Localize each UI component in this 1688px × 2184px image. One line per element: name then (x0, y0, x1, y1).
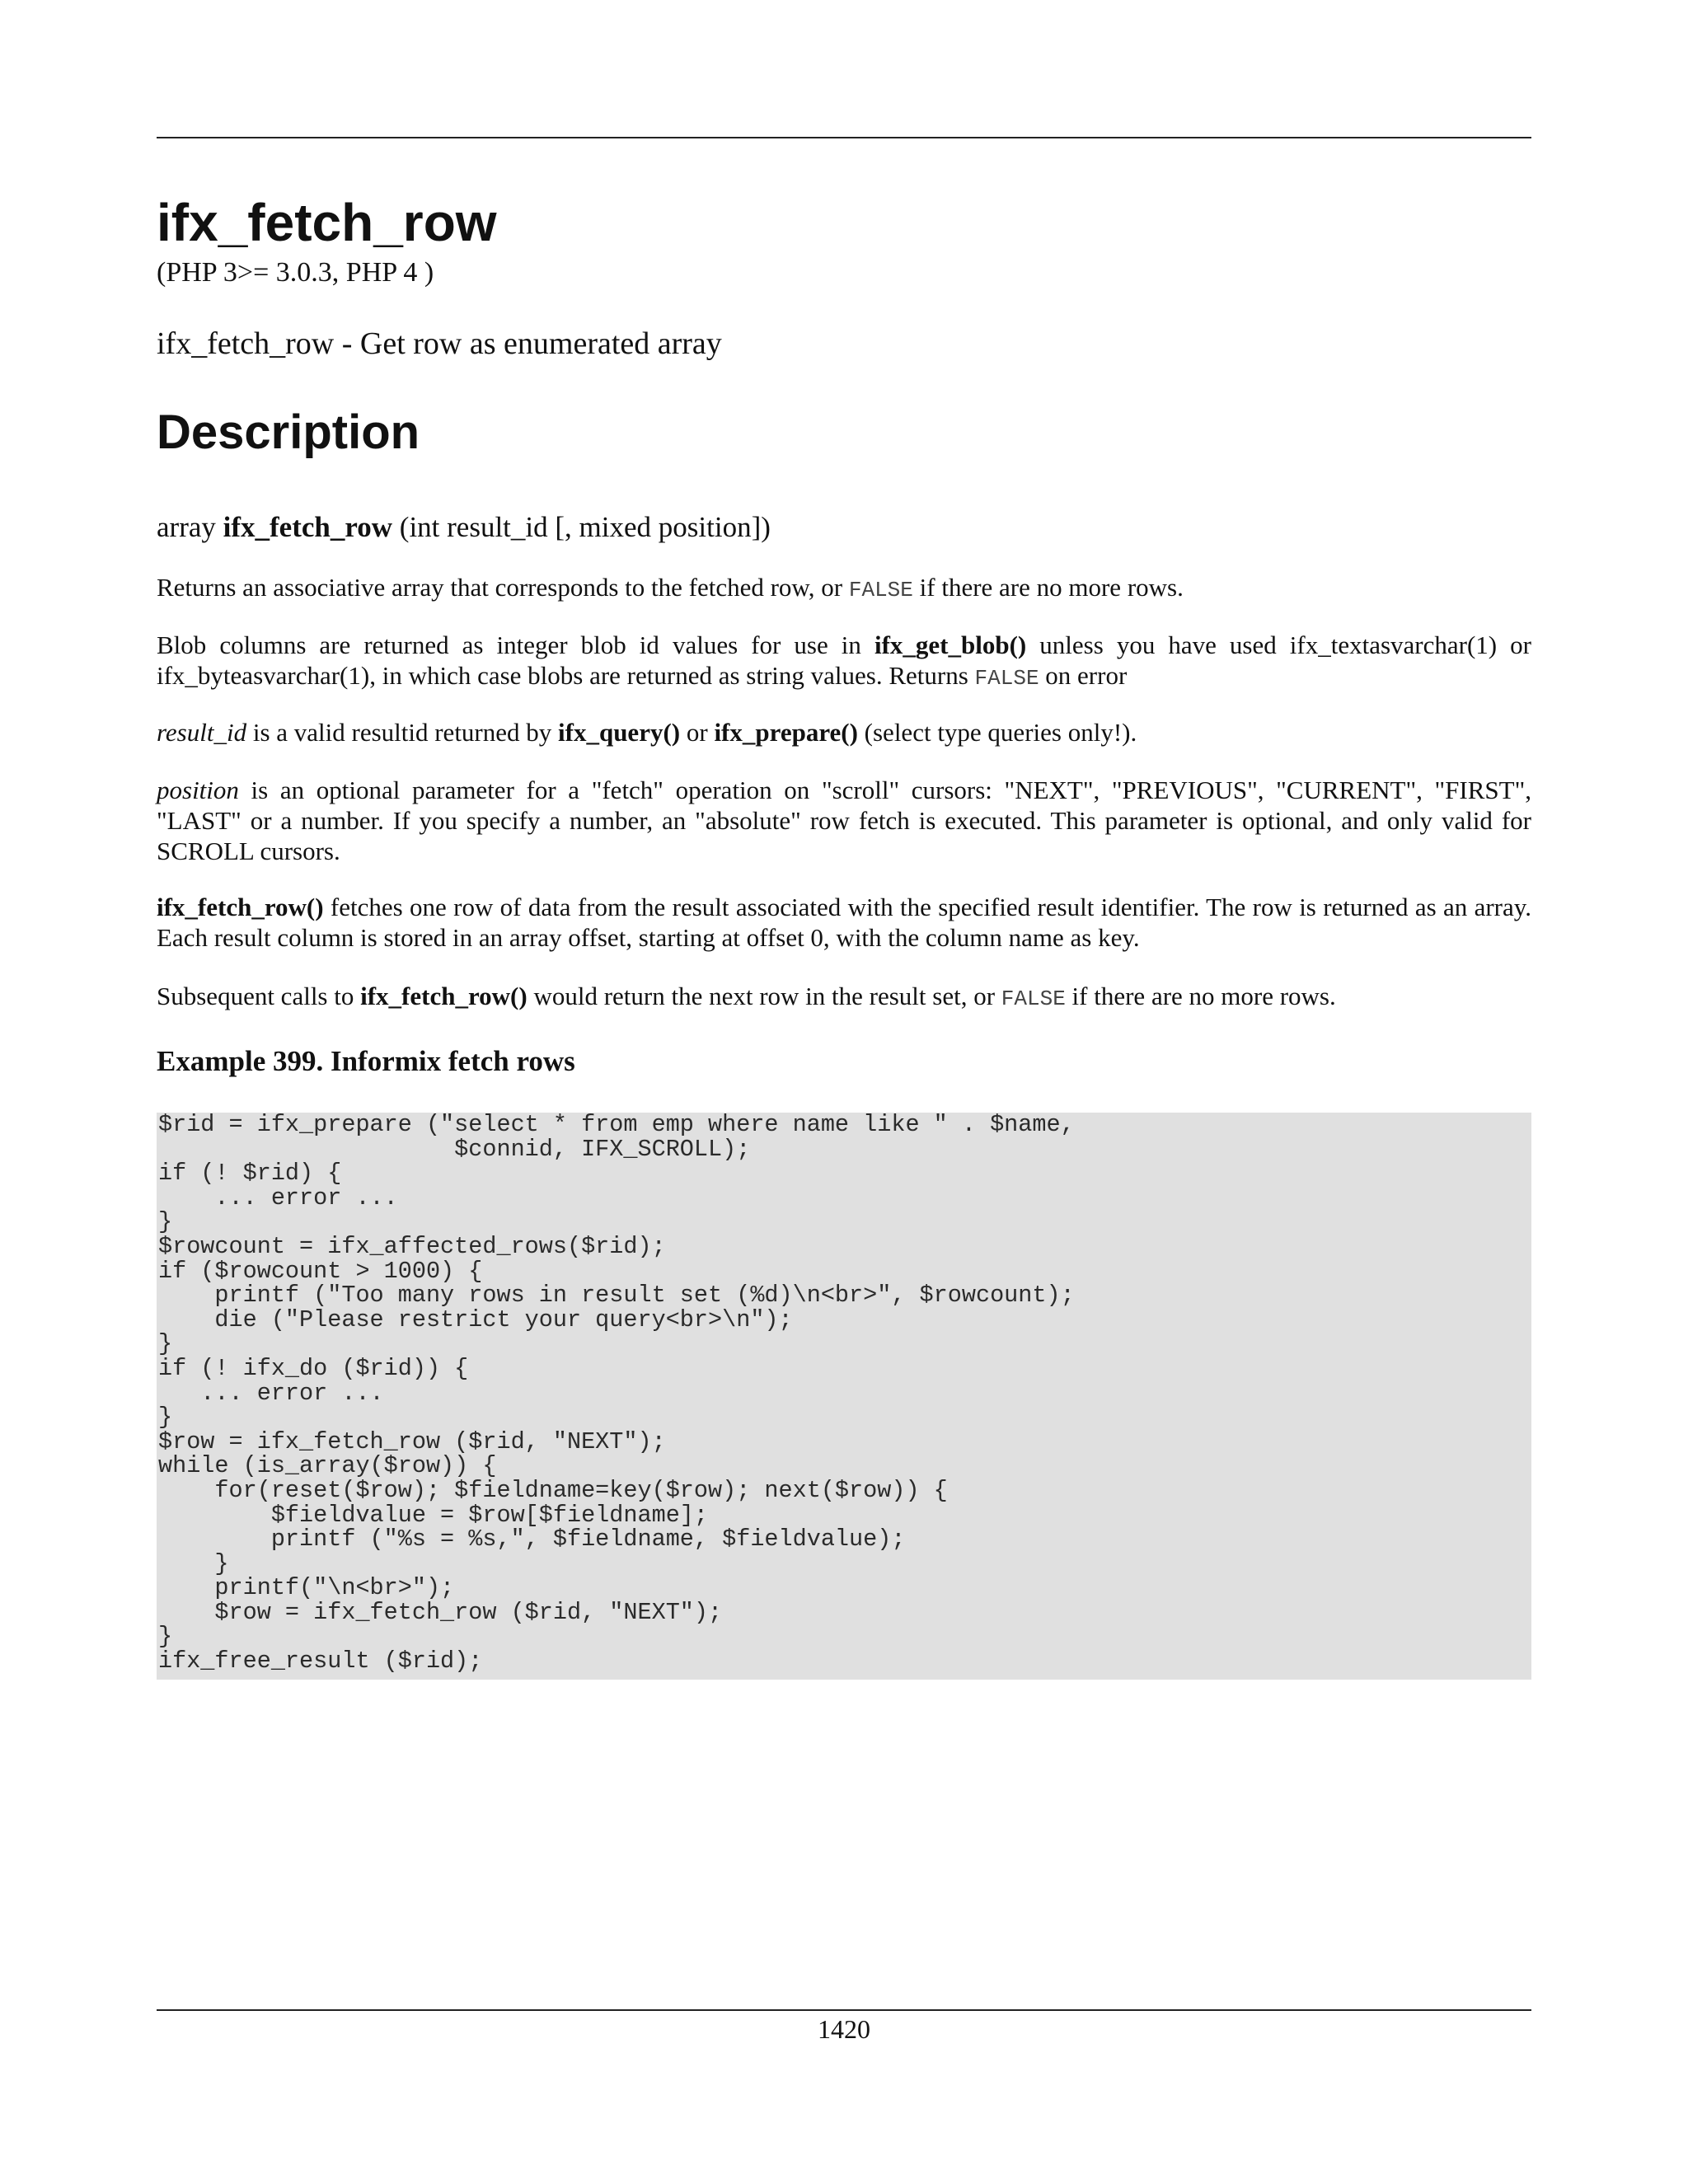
paragraph-position (157, 775, 1531, 866)
text-span: Subsequent calls to (157, 982, 361, 1010)
function-reference: ifx_query() (558, 718, 681, 747)
function-reference: ifx_get_blob() (874, 630, 1027, 659)
parameter-name: position (157, 776, 239, 804)
false-constant: FALSE (1001, 987, 1066, 1011)
function-reference: ifx_fetch_row() (157, 893, 324, 921)
parameter-name: result_id (157, 718, 247, 747)
text-span: would return the next row in the result set, or (527, 982, 1001, 1010)
text-span: Blob columns are returned as integer blob id values for use in (157, 630, 874, 659)
text-span: if there are no more rows. (912, 573, 1184, 602)
text-span: is an optional parameter for a "fetch" operation on "scroll" cursors: "NEXT", "PREVIOUS", "CURRENT", "FIRST", "LAST" or a number. If you specify a number, an "absolute" row fetch is executed. This parameter is optional, and only valid for SCROLL cursors. (157, 776, 1531, 865)
false-constant: FALSE (974, 666, 1039, 691)
text-span: if there are no more rows. (1065, 982, 1336, 1010)
function-reference: ifx_fetch_row() (360, 982, 528, 1010)
function-title: ifx_fetch_row (157, 193, 497, 252)
paragraph-fetches-row (157, 892, 1531, 953)
paragraph-returns (157, 572, 1531, 606)
text-span: (select type queries only!). (857, 718, 1137, 747)
paragraph-subsequent-calls (157, 981, 1531, 1015)
text-span: on error (1039, 661, 1128, 690)
example-title: Example 399. Informix fetch rows (157, 1045, 575, 1077)
text-span: or (680, 718, 715, 747)
header-rule (157, 137, 1531, 138)
function-synopsis (157, 509, 771, 546)
section-heading-description: Description (157, 405, 420, 459)
function-reference: ifx_prepare() (714, 718, 858, 747)
text-span: is a valid resultid returned by (246, 718, 559, 747)
false-constant: FALSE (848, 578, 913, 602)
synopsis-return-type: array (157, 511, 216, 543)
text-span: Returns an associative array that corresponds to the fetched row, or (157, 573, 849, 602)
page-number: 1420 (818, 2014, 870, 2044)
function-purpose: ifx_fetch_row - Get row as enumerated array (157, 326, 722, 361)
text-span: fetches one row of data from the result associated with the specified result identifier. The row is returned as an array. Each result column is stored in an array offset, starting at offset 0, with the column name as key. (157, 893, 1531, 952)
paragraph-blob-columns (157, 630, 1531, 694)
synopsis-params: (int result_id [, mixed position]) (399, 511, 771, 543)
version-info: (PHP 3>= 3.0.3, PHP 4 ) (157, 257, 434, 288)
code-example: $rid = ifx_prepare ("select * from emp where name like " . $name, $connid, IFX_SCROLL); if (! $rid) { ... error ... } $rowcount = ifx_affected_rows($rid); if ($rowcount > 1000) { printf ("Too many rows in result set (%d)\n<br>", $rowcount); die ("Please restrict your query<br>\n"); } if (! ifx_do ($rid)) { ... error ... } $row = ifx_fetch_row ($rid, "NEXT"); while (is_array($row)) { for(reset($row); $fieldname=key($row); next($row)) { $fieldvalue = $row[$fieldname]; printf ("%s = %s,", $fieldname, $fieldvalue); } printf("\n<br>"); $row = ifx_fetch_row ($rid, "NEXT"); } ifx_free_result ($rid); (157, 1113, 1531, 1680)
paragraph-result-id (157, 717, 1531, 748)
document-page (157, 0, 1531, 2184)
synopsis-function-name: ifx_fetch_row (223, 511, 393, 543)
text-span: unless you have used ifx_textasvarchar(1) or ifx_byteasvarchar(1), in which case blobs are returned as string values. Returns (157, 630, 1531, 690)
